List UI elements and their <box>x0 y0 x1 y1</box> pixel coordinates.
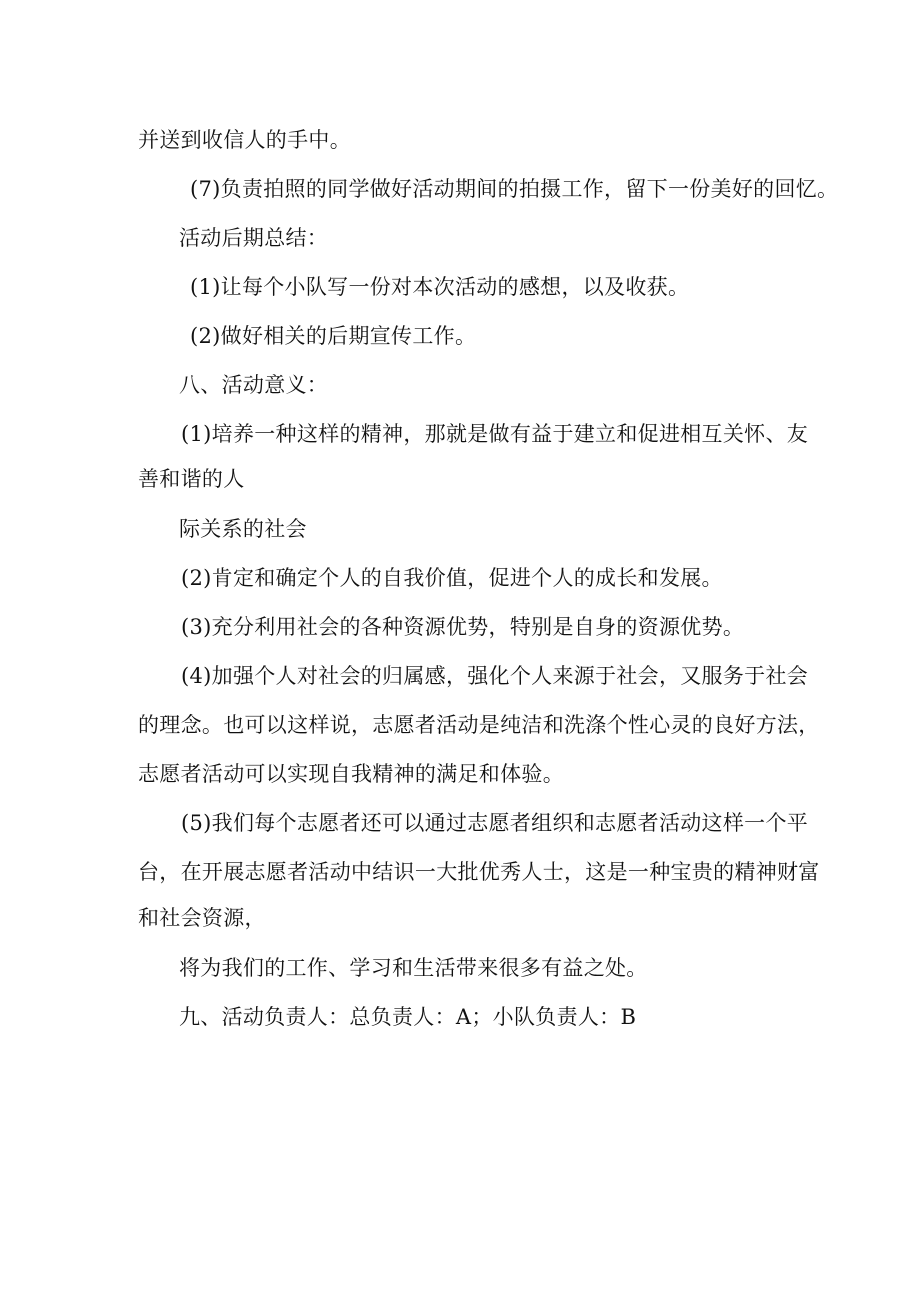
text-line: 台，在开展志愿者活动中结识一大批优秀人士，这是一种宝贵的精神财富 <box>138 860 820 884</box>
text-line: (1)让每个小队写一份对本次活动的感想，以及收获。 <box>190 275 690 299</box>
text-line: 善和谐的人 <box>138 467 245 491</box>
text-line: (2)肯定和确定个人的自我价值，促进个人的成长和发展。 <box>181 566 723 590</box>
text-line: 并送到收信人的手中。 <box>138 128 351 152</box>
text-line: 和社会资源， <box>138 906 266 930</box>
text-line: (2)做好相关的后期宣传工作。 <box>190 324 477 348</box>
text-line: (4)加强个人对社会的归属感，强化个人来源于社会，又服务于社会 <box>181 664 809 688</box>
text-line: (5)我们每个志愿者还可以通过志愿者组织和志愿者活动这样一个平 <box>181 811 809 835</box>
text-line: 将为我们的工作、学习和生活带来很多有益之处。 <box>179 956 648 980</box>
text-line: 志愿者活动可以实现自我精神的满足和体验。 <box>138 762 564 786</box>
text-line: 的理念。也可以这样说，志愿者活动是纯洁和洗涤个性心灵的良好方法， <box>138 713 820 737</box>
text-line: 际关系的社会 <box>179 517 307 541</box>
text-line: (1)培养一种这样的精神，那就是做有益于建立和促进相互关怀、友 <box>181 422 809 446</box>
section-heading: 活动后期总结： <box>179 226 329 250</box>
text-line: (3)充分利用社会的各种资源优势，特别是自身的资源优势。 <box>181 615 745 639</box>
text-line: (7)负责拍照的同学做好活动期间的拍摄工作，留下一份美好的回忆。 <box>190 177 839 201</box>
section-heading: 八、活动意义： <box>179 373 329 397</box>
section-heading: 九、活动负责人：总负责人：A；小队负责人：B <box>179 1005 637 1029</box>
